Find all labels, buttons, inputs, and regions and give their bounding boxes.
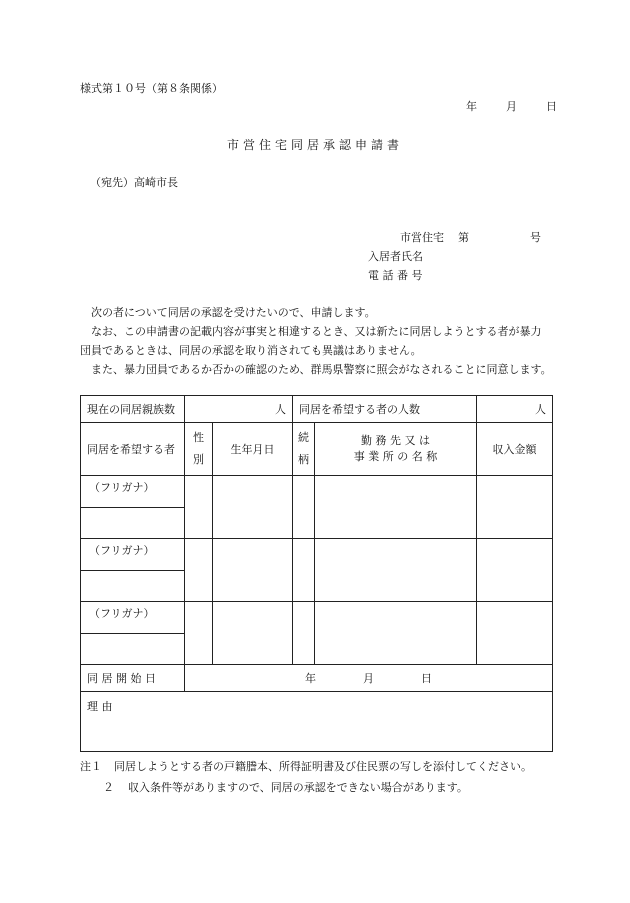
page-title: 市営住宅同居承認申請書 [226,138,403,152]
employer-cell[interactable] [315,539,477,602]
form-number: 様式第１０号（第８条関係） [80,82,223,95]
note-item [80,777,532,798]
resident-name-label: 入居者氏名 [368,250,423,263]
col-birth-header: 生年月日 [213,423,293,476]
notes [80,756,532,798]
relation-cell[interactable] [293,476,315,539]
date-month: 月 [506,100,517,113]
body-paragraph: なお、この申請書の記載内容が事実と相違するとき、又は新たに同居しようとする者が暴力団員であるときは、同居の承認を取り消されても異議はありません。 [80,325,542,357]
phone-label: 電 話 番 号 [368,269,423,282]
col-employer-header [315,423,477,476]
col-relation-1: 続 [298,431,309,444]
housing-label: 市営住宅 [400,231,444,244]
income-cell[interactable] [477,476,553,539]
name-cell[interactable] [81,508,185,539]
name-cell[interactable] [81,634,185,665]
date-day: 日 [546,100,557,113]
start-month: 月 [363,672,374,685]
col-person-header: 同居を希望する者 [81,423,185,476]
housing-number-suffix: 号 [530,231,541,244]
birth-cell[interactable] [213,539,293,602]
reason-label: 理 由 [87,700,113,713]
start-day: 日 [421,672,432,685]
col-employer-2: 事 業 所 の 名 称 [353,450,438,463]
sex-cell[interactable] [185,476,213,539]
furigana-cell[interactable]: （フリガナ） [81,602,185,634]
col-relation-2: 柄 [298,453,309,466]
start-date-cell[interactable] [185,665,553,692]
note-text: 収入条件等がありますので、同居の承認をできない場合があります。 [128,781,468,794]
date-year: 年 [466,100,477,113]
housing-number-prefix: 第 [458,231,469,244]
sex-cell[interactable] [185,602,213,665]
col-sex-1: 性 [193,431,204,444]
reason-cell[interactable] [81,692,553,752]
name-cell[interactable] [81,571,185,602]
sex-cell[interactable] [185,539,213,602]
income-cell[interactable] [477,602,553,665]
start-date-label: 同 居 開 始 日 [81,665,185,692]
income-cell[interactable] [477,539,553,602]
current-family-label: 現在の同居親族数 [81,396,185,423]
col-relation-header [293,423,315,476]
col-income-header: 収入金額 [477,423,553,476]
start-year: 年 [305,672,316,685]
desired-count-label: 同居を希望する者の人数 [293,396,477,423]
note-number: ２ [103,781,114,794]
addressee: （宛先）高崎市長 [90,176,178,189]
employer-cell[interactable] [315,476,477,539]
body-paragraph: また、暴力団員であるか否かの確認のため、群馬県警察に照会がなされることに同意します。 [91,363,552,376]
body-paragraph: 次の者について同居の承認を受けたいので、申請します。 [91,306,376,319]
relation-cell[interactable] [293,602,315,665]
col-sex-2: 別 [193,453,204,466]
desired-count-unit[interactable]: 人 [477,396,553,423]
note-number: 注１ [80,760,102,773]
date-line [466,100,557,114]
note-text: 同居しようとする者の戸籍謄本、所得証明書及び住民票の写しを添付してください。 [114,760,532,773]
col-employer-1: 勤 務 先 又 は [361,434,430,447]
note-item [80,756,532,777]
relation-cell[interactable] [293,539,315,602]
body-text [80,303,552,379]
employer-cell[interactable] [315,602,477,665]
application-table [80,395,553,752]
col-sex-header [185,423,213,476]
birth-cell[interactable] [213,602,293,665]
furigana-cell[interactable]: （フリガナ） [81,476,185,508]
birth-cell[interactable] [213,476,293,539]
current-family-unit[interactable]: 人 [185,396,293,423]
furigana-cell[interactable]: （フリガナ） [81,539,185,571]
